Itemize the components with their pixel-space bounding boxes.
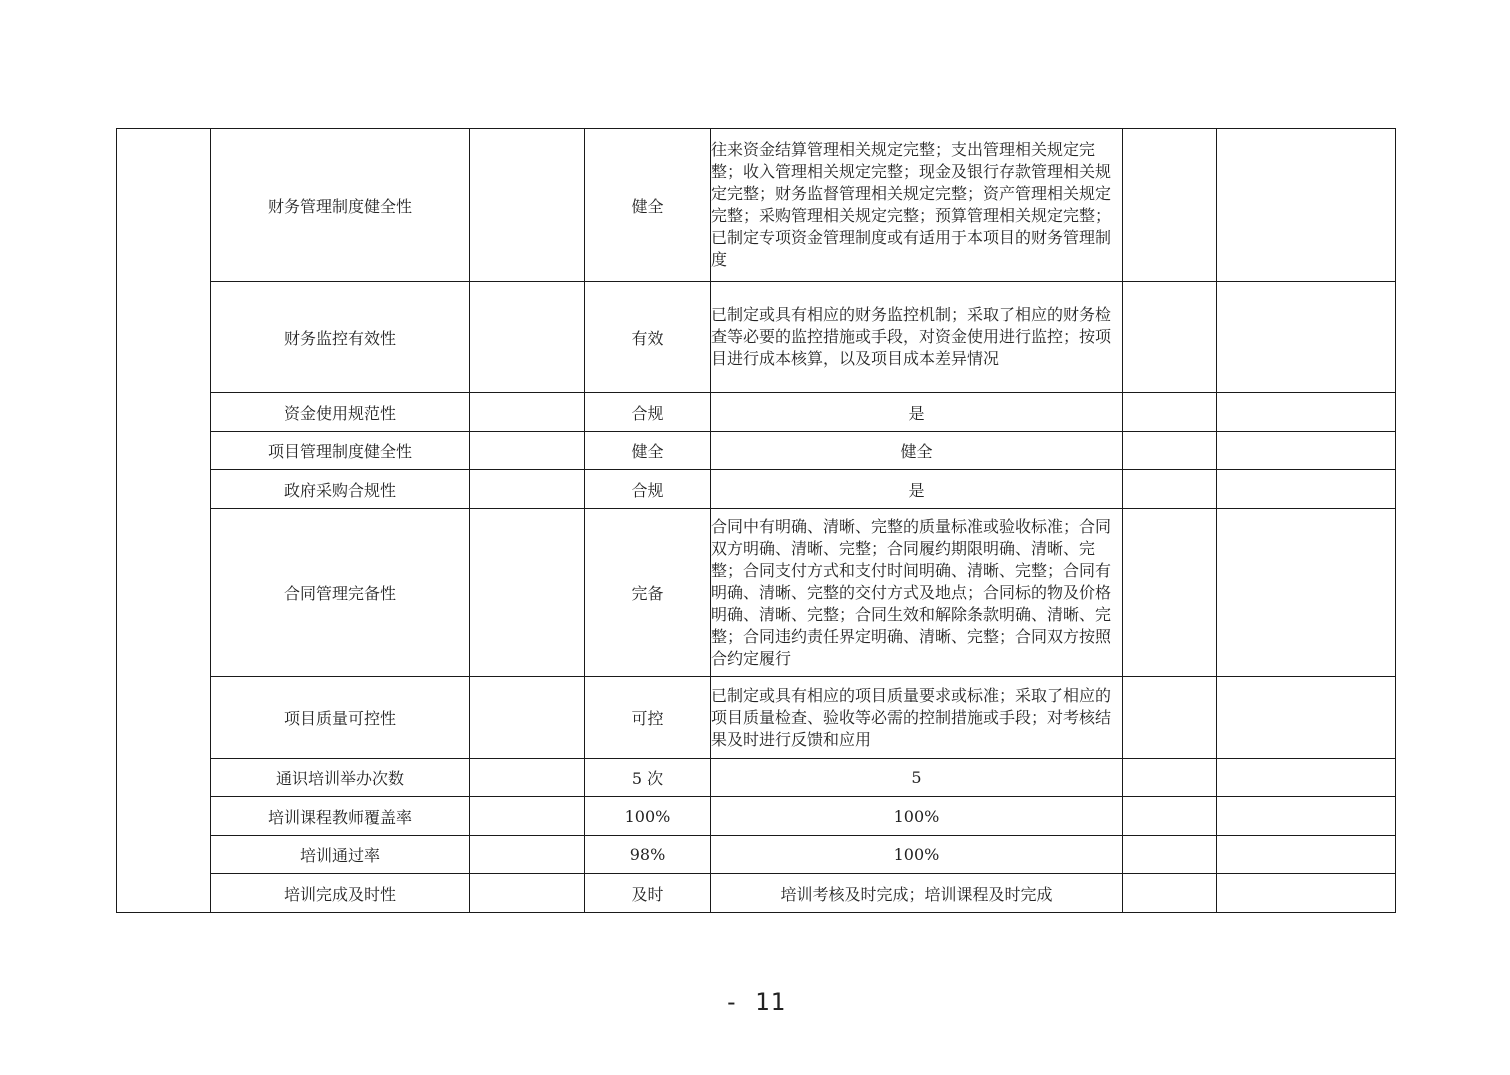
score-cell <box>1123 759 1217 797</box>
empty-cell <box>470 836 585 874</box>
target-value: 有效 <box>585 282 711 393</box>
table-row <box>117 797 1396 836</box>
indicator-name: 合同管理完备性 <box>211 509 470 677</box>
actual-result: 100% <box>711 797 1123 836</box>
table-row <box>117 759 1396 797</box>
target-value: 及时 <box>585 874 711 913</box>
target-value: 完备 <box>585 509 711 677</box>
indicator-name: 通识培训举办次数 <box>211 759 470 797</box>
score-cell <box>1123 836 1217 874</box>
indicator-name: 财务管理制度健全性 <box>211 129 470 282</box>
indicator-name: 财务监控有效性 <box>211 282 470 393</box>
empty-cell <box>470 797 585 836</box>
indicator-name: 培训课程教师覆盖率 <box>211 797 470 836</box>
performance-indicator-table <box>116 128 1396 913</box>
target-value: 98% <box>585 836 711 874</box>
remark-cell <box>1217 677 1396 759</box>
actual-result: 是 <box>711 470 1123 509</box>
actual-result: 健全 <box>711 432 1123 470</box>
table-row <box>117 677 1396 759</box>
indicator-name: 培训完成及时性 <box>211 874 470 913</box>
actual-result: 培训考核及时完成；培训课程及时完成 <box>711 874 1123 913</box>
score-cell <box>1123 797 1217 836</box>
target-value: 可控 <box>585 677 711 759</box>
target-value: 健全 <box>585 432 711 470</box>
page-number: - 11 <box>724 988 786 1016</box>
target-value: 5 次 <box>585 759 711 797</box>
table-row <box>117 432 1396 470</box>
indicator-name: 项目管理制度健全性 <box>211 432 470 470</box>
remark-cell <box>1217 509 1396 677</box>
remark-cell <box>1217 836 1396 874</box>
indicator-name: 政府采购合规性 <box>211 470 470 509</box>
indicator-name: 资金使用规范性 <box>211 393 470 432</box>
remark-cell <box>1217 874 1396 913</box>
remark-cell <box>1217 797 1396 836</box>
actual-result: 已制定或具有相应的财务监控机制；采取了相应的财务检查等必要的监控措施或手段，对资金使用进行监控；按项目进行成本核算，以及项目成本差异情况 <box>711 282 1123 393</box>
target-value: 合规 <box>585 470 711 509</box>
target-value: 合规 <box>585 393 711 432</box>
remark-cell <box>1217 470 1396 509</box>
empty-cell <box>470 282 585 393</box>
actual-result: 是 <box>711 393 1123 432</box>
empty-cell <box>470 759 585 797</box>
target-value: 健全 <box>585 129 711 282</box>
table-row <box>117 470 1396 509</box>
category-cell <box>117 129 211 913</box>
table-row <box>117 282 1396 393</box>
score-cell <box>1123 393 1217 432</box>
score-cell <box>1123 509 1217 677</box>
remark-cell <box>1217 129 1396 282</box>
actual-result: 5 <box>711 759 1123 797</box>
empty-cell <box>470 509 585 677</box>
actual-result: 已制定或具有相应的项目质量要求或标准；采取了相应的项目质量检查、验收等必需的控制措施或手段；对考核结果及时进行反馈和应用 <box>711 677 1123 759</box>
empty-cell <box>470 129 585 282</box>
remark-cell <box>1217 759 1396 797</box>
actual-result: 往来资金结算管理相关规定完整；支出管理相关规定完整；收入管理相关规定完整；现金及银行存款管理相关规定完整；财务监督管理相关规定完整；资产管理相关规定完整；采购管理相关规定完整；预算管理相关规定完整；已制定专项资金管理制度或有适用于本项目的财务管理制度 <box>711 129 1123 282</box>
target-value: 100% <box>585 797 711 836</box>
table-row <box>117 393 1396 432</box>
indicator-name: 项目质量可控性 <box>211 677 470 759</box>
table-row <box>117 874 1396 913</box>
actual-result: 合同中有明确、清晰、完整的质量标准或验收标准；合同双方明确、清晰、完整；合同履约期限明确、清晰、完整；合同支付方式和支付时间明确、清晰、完整；合同有明确、清晰、完整的交付方式及地点；合同标的物及价格明确、清晰、完整；合同生效和解除条款明确、清晰、完整；合同违约责任界定明确、清晰、完整；合同双方按照合约定履行 <box>711 509 1123 677</box>
score-cell <box>1123 874 1217 913</box>
indicator-name: 培训通过率 <box>211 836 470 874</box>
empty-cell <box>470 677 585 759</box>
score-cell <box>1123 282 1217 393</box>
actual-result: 100% <box>711 836 1123 874</box>
score-cell <box>1123 470 1217 509</box>
remark-cell <box>1217 432 1396 470</box>
score-cell <box>1123 677 1217 759</box>
score-cell <box>1123 432 1217 470</box>
table-row <box>117 509 1396 677</box>
remark-cell <box>1217 282 1396 393</box>
empty-cell <box>470 470 585 509</box>
empty-cell <box>470 432 585 470</box>
empty-cell <box>470 874 585 913</box>
table-row <box>117 836 1396 874</box>
empty-cell <box>470 393 585 432</box>
table-row <box>117 129 1396 282</box>
remark-cell <box>1217 393 1396 432</box>
score-cell <box>1123 129 1217 282</box>
